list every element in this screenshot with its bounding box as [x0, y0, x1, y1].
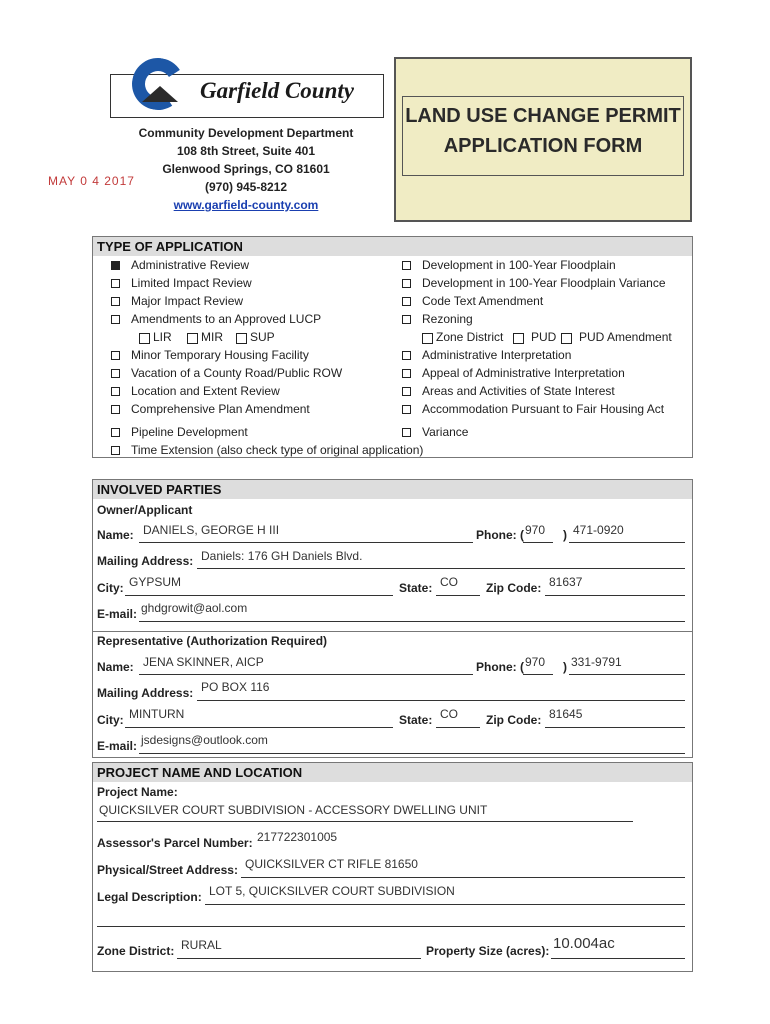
type-of-application-heading: TYPE OF APPLICATION [93, 237, 692, 256]
option-code-text-amendment: Code Text Amendment [422, 294, 544, 308]
owner-phone-label: Phone: ( [476, 528, 524, 542]
checkbox-lir[interactable] [139, 333, 150, 344]
rep-zip-label: Zip Code: [486, 713, 542, 727]
owner-zip-label: Zip Code: [486, 581, 542, 595]
rep-name-label: Name: [97, 660, 134, 674]
option-time-extension: Time Extension (also check type of original application) [131, 443, 424, 457]
street-address-field[interactable]: QUICKSILVER CT RIFLE 81650 [245, 857, 418, 871]
checkbox-major-impact-review[interactable] [111, 297, 120, 306]
option-vacation-county-road: Vacation of a County Road/Public ROW [131, 366, 343, 380]
form-title-line2: APPLICATION FORM [443, 135, 643, 157]
checkbox-floodplain-development[interactable] [402, 261, 411, 270]
option-floodplain-variance: Development in 100-Year Floodplain Variance [422, 276, 666, 290]
rep-state-field[interactable]: CO [440, 707, 458, 721]
rep-name-field[interactable]: JENA SKINNER, AICP [143, 655, 264, 669]
street-address: 108 8th Street, Suite 401 [176, 144, 316, 158]
owner-city-label: City: [97, 581, 124, 595]
type-of-application-section [92, 236, 693, 458]
checkbox-vacation-county-road[interactable] [111, 369, 120, 378]
project-name-field[interactable]: QUICKSILVER COURT SUBDIVISION - ACCESSORY DWELLING UNIT [99, 803, 488, 817]
owner-state-label: State: [399, 581, 433, 595]
checkbox-pud[interactable] [513, 333, 524, 344]
option-pipeline-development: Pipeline Development [131, 425, 248, 439]
checkbox-time-extension[interactable] [111, 446, 120, 455]
checkbox-state-interest[interactable] [402, 387, 411, 396]
checkbox-sup[interactable] [236, 333, 247, 344]
option-rezoning: Rezoning [422, 312, 473, 326]
checkbox-pipeline-development[interactable] [111, 428, 120, 437]
department-name: Community Development Department [138, 126, 354, 140]
mountain-icon [142, 86, 178, 102]
owner-mailing-field[interactable]: Daniels: 176 GH Daniels Blvd. [201, 549, 363, 563]
rep-zip-field[interactable]: 81645 [549, 707, 583, 721]
owner-state-field[interactable]: CO [440, 575, 458, 589]
department-phone: (970) 945-8212 [204, 180, 288, 194]
rep-phone-field[interactable]: 331-9791 [571, 655, 622, 669]
checkbox-amendments-lucp[interactable] [111, 315, 120, 324]
zone-district-field[interactable]: RURAL [181, 938, 222, 952]
zone-district-label: Zone District: [97, 944, 175, 958]
option-administrative-review: Administrative Review [131, 258, 250, 272]
property-size-field[interactable]: 10.004ac [553, 935, 615, 952]
checkbox-limited-impact-review[interactable] [111, 279, 120, 288]
checkbox-variance[interactable] [402, 428, 411, 437]
legal-description-label: Legal Description: [97, 890, 202, 904]
option-administrative-interpretation: Administrative Interpretation [422, 348, 572, 362]
checkbox-location-extent-review[interactable] [111, 387, 120, 396]
option-limited-impact-review: Limited Impact Review [131, 276, 252, 290]
involved-parties-heading: INVOLVED PARTIES [93, 480, 692, 499]
rep-email-field[interactable]: jsdesigns@outlook.com [141, 733, 268, 747]
representative-heading: Representative (Authorization Required) [97, 634, 328, 648]
option-variance: Variance [422, 425, 469, 439]
option-mir: MIR [201, 330, 223, 344]
checkbox-fair-housing[interactable] [402, 405, 411, 414]
rep-mailing-field[interactable]: PO BOX 116 [201, 680, 270, 694]
rep-email-label: E-mail: [97, 739, 138, 753]
option-minor-temporary-housing: Minor Temporary Housing Facility [131, 348, 309, 362]
rep-area-code-field[interactable]: 970 [525, 655, 546, 669]
checkbox-code-text-amendment[interactable] [402, 297, 411, 306]
checkbox-comprehensive-plan[interactable] [111, 405, 120, 414]
checkbox-mir[interactable] [187, 333, 198, 344]
owner-zip-field[interactable]: 81637 [549, 575, 583, 589]
owner-email-label: E-mail: [97, 607, 138, 621]
option-pud-amendment: PUD Amendment [579, 330, 672, 344]
option-state-interest: Areas and Activities of State Interest [422, 384, 615, 398]
option-major-impact-review: Major Impact Review [131, 294, 244, 308]
rep-state-label: State: [399, 713, 433, 727]
property-size-label: Property Size (acres): [426, 944, 550, 958]
city-address: Glenwood Springs, CO 81601 [162, 162, 330, 176]
form-title-box [394, 57, 692, 222]
rep-mailing-label: Mailing Address: [97, 686, 194, 700]
received-stamp: MAY 0 4 2017 [48, 174, 135, 188]
county-name: Garfield County [200, 78, 354, 103]
project-name-label: Project Name: [97, 785, 178, 799]
rep-city-label: City: [97, 713, 124, 727]
owner-phone-field[interactable]: 471-0920 [573, 523, 624, 537]
project-section [92, 762, 693, 972]
rep-city-field[interactable]: MINTURN [129, 707, 185, 721]
checkbox-floodplain-variance[interactable] [402, 279, 411, 288]
checkbox-administrative-interpretation[interactable] [402, 351, 411, 360]
option-floodplain-development: Development in 100-Year Floodplain [422, 258, 616, 272]
option-zone-district: Zone District [436, 330, 504, 344]
checkbox-appeal-interpretation[interactable] [402, 369, 411, 378]
legal-description-field[interactable]: LOT 5, QUICKSILVER COURT SUBDIVISION [209, 884, 455, 898]
involved-parties-section: INVOLVED PARTIES Owner/Applicant Name: DANIELS, GEORGE H III Phone: ( 970 ) 471-0920 Mailing Address: Daniels: 176 GH Daniels Blvd. City: GYPSUM State: CO Zip Code: 81637 E-mail: ghdgrowit@aol.com Representative (Authorization Required) Name: JENA SKINNER, AICP Phone: ( 970 ) 331-9791 Mailing Address: PO BOX 116 City: MINTURN State: CO Zip Code: 81645 E-mail: jsdesigns@outlook.com [92, 479, 693, 758]
owner-email-field[interactable]: ghdgrowit@aol.com [141, 601, 248, 615]
option-appeal-interpretation: Appeal of Administrative Interpretation [422, 366, 625, 380]
street-address-label: Physical/Street Address: [97, 863, 238, 877]
form-title-line1: LAND USE CHANGE PERMIT [405, 105, 681, 127]
parcel-label: Assessor's Parcel Number: [97, 836, 253, 850]
owner-city-field[interactable]: GYPSUM [129, 575, 182, 589]
checkbox-pud-amendment[interactable] [561, 333, 572, 344]
owner-name-field[interactable]: DANIELS, GEORGE H III [143, 523, 280, 537]
website-link[interactable]: www.garfield-county.com [173, 198, 319, 212]
option-pud: PUD [531, 330, 557, 344]
option-lir: LIR [153, 330, 172, 344]
owner-mailing-label: Mailing Address: [97, 554, 194, 568]
owner-applicant-heading: Owner/Applicant [97, 503, 193, 517]
option-comprehensive-plan: Comprehensive Plan Amendment [131, 402, 310, 416]
checkbox-rezoning[interactable] [402, 315, 411, 324]
option-location-extent-review: Location and Extent Review [131, 384, 280, 398]
option-fair-housing: Accommodation Pursuant to Fair Housing Act [422, 402, 665, 416]
owner-name-label: Name: [97, 528, 134, 542]
option-amendments-lucp: Amendments to an Approved LUCP [131, 312, 322, 326]
checkbox-zone-district[interactable] [422, 333, 433, 344]
checkbox-administrative-review[interactable] [111, 261, 120, 270]
project-heading: PROJECT NAME AND LOCATION [93, 763, 692, 782]
parcel-field[interactable]: 217722301005 [257, 830, 338, 844]
checkbox-minor-temporary-housing[interactable] [111, 351, 120, 360]
rep-phone-label: Phone: ( [476, 660, 524, 674]
option-sup: SUP [250, 330, 275, 344]
owner-area-code-field[interactable]: 970 [525, 523, 546, 537]
